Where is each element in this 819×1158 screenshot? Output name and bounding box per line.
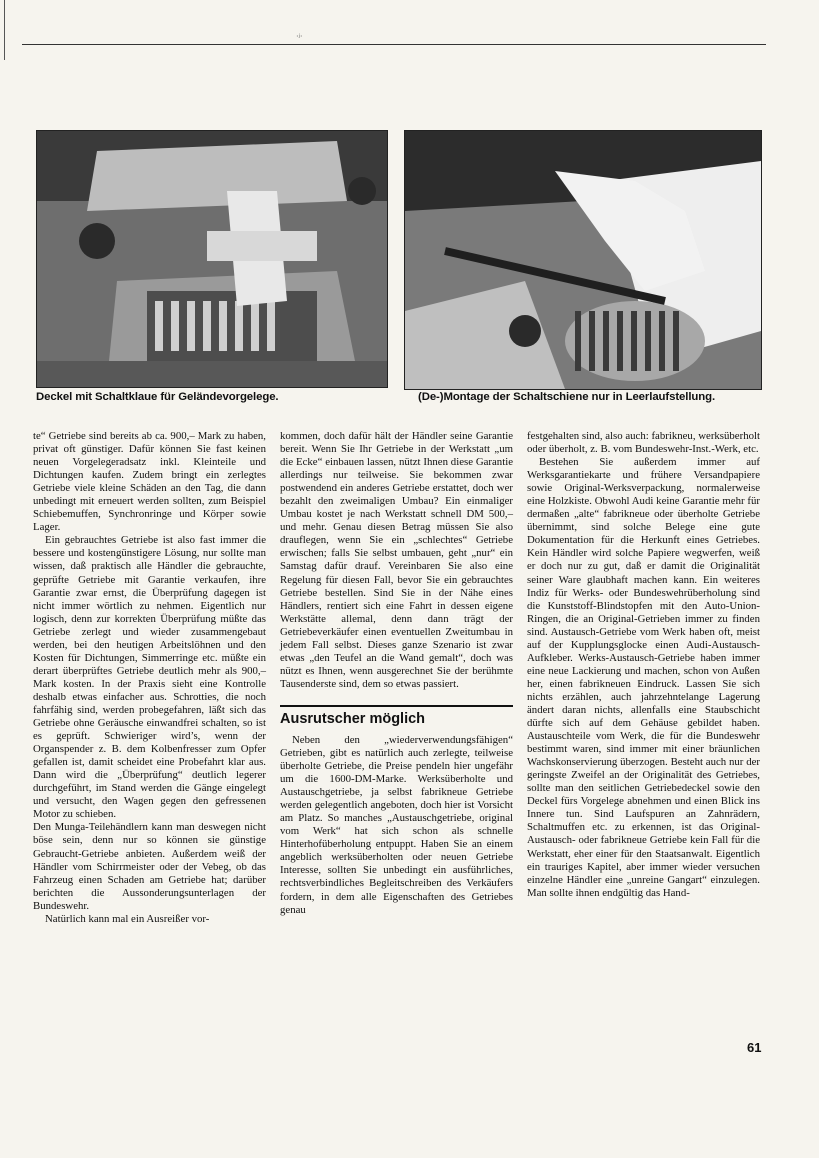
- paragraph: te“ Getriebe sind bereits ab ca. 900,– Mark zu haben, privat oft günstiger. Dafür können Sie fast keinen neuen Vorgelegeradsatz inkl. Kleinteile und Dichtungen kaufen. Zudem bringt ein zerlegtes Getriebe viele kleine Schäden an den Tag, die dann unbedingt mit erneuert werden sollten, zum Beispiel Schiebemuffen, Synchronringe und Körper sowie Lager.: [33, 430, 266, 534]
- paragraph: festgehalten sind, also auch: fabrikneu, werksüberholt oder überholt, z. B. vom Bundeswehr-Inst.-Werk, etc.: [527, 430, 760, 456]
- paragraph: Ein gebrauchtes Getriebe ist also fast immer die bessere und kostengünstigere Lösung, nur sollte man wissen, daß praktisch alle Händler die gebrauchte, geprüfte Getriebe mit Garantie verkaufen, ihre Garantie zwar ernst, die Überprüfung dagegen ist nicht immer wörtlich zu nehmen. Eigentlich nur logisch, denn zur korrekten Überprüfung müßte das Getriebe zerlegt und wieder zusammengebaut werden, bei den heutigen Arbeitslöhnen und den Kosten für Dichtungen, Simmerringe etc. müßte ein derart überprüftes Getriebe deutlich mehr als 900,– Mark kosten. In der Praxis sieht eine Kontrolle deshalb etwas einfacher aus. Schrotties, die noch fahrfähig sind, werden probegefahren, läßt sich das Getriebe ohne Geräusche einwandfrei schalten, so ist es geprüft. Schwieriger wird’s, wenn der Organspender z. B. dem Kolbenfresser zum Opfer gefallen ist, damit scheidet eine Probefahrt klar aus. Dann wird die „Überprüfung“ deutlich legerer durchgeführt, im Stand werden die Gänge eingelegt und versucht, den Wagen gegen den gefressenen Motor zu schieben.: [33, 534, 266, 821]
- text-column-2: [280, 430, 513, 917]
- header-mark: ·ʲ·: [296, 32, 303, 41]
- text-column-3: [527, 430, 760, 900]
- top-rule: [22, 44, 766, 45]
- photo-caption-1: Deckel mit Schaltklaue für Geländevorgelege.: [36, 391, 279, 403]
- paragraph: kommen, doch dafür hält der Händler seine Garantie bereit. Wenn Sie Ihr Getriebe in der Werkstatt „um die Ecke“ einbauen lassen, nützt Ihnen diese Garantie allerdings nur teilweise. Sie bekommen zwar postwendend ein anderes Getriebe erstattet, doch wer bezahlt den zweimaligen Umbau? Ein einmaliger Umbau kostet je nach Werkstatt schnell DM 500,– und mehr. Genau diesen Betrag müssen Sie also drauflegen, wenn Sie ein „schlechtes“ Getriebe erwischen; falls Sie selbst umbauen, geht „nur“ ein Samstag dafür drauf. Vereinbaren Sie also eine Regelung für diesen Fall, bevor Sie ein gebrauchtes Getriebe bestellen. Sind Sie in der Nähe eines Händlers, rentiert sich eine Fahrt in dessen eigene Werkstätte allemal, denn dann trägt der Getriebeverkäufer einen eventuellen Zweitumbau in jedem Fall selbst. Dieses ganze Szenario ist zwar etwas „den Teufel an die Wand gemalt“, doch was nützt es Ihnen, wenn ausgerechnet Sie der berühmte Tausenderste sind, dem so etwas passiert.: [280, 430, 513, 690]
- paragraph: Neben den „wiederverwendungsfähigen“ Getrieben, gibt es natürlich auch zerlegte, teilweise überholte Getriebe, die Preise pendeln hier ungefähr um die 1600-DM-Marke. Werksüberholte und Austauschgetriebe, ja selbst fabrikneue Getriebe werden gelegentlich angeboten, doch hier ist Vorsicht am Platz. So manches „Austauschgetriebe, original vom Werk“ hat sich schon als schnelle Hinterhofüberholung entpuppt. Haben Sie an einem angeblich werksüberholten oder neuen Getriebe Interesse, sollten Sie unbedingt ein ausführliches, rechtsverbindliches Begleitschreiben des Verkäufers fordern, in dem alle Eigenschaften des Getriebes genau: [280, 733, 513, 916]
- photo-shift-rail-assembly: [404, 130, 762, 390]
- page-number: 61: [747, 1040, 762, 1055]
- section-heading: Ausrutscher möglich: [280, 705, 513, 728]
- photo-gearbox-cover: [36, 130, 388, 388]
- photo-caption-2: (De-)Montage der Schaltschiene nur in Leerlaufstellung.: [418, 391, 716, 403]
- left-edge-rule: [4, 0, 5, 60]
- paragraph: Bestehen Sie außerdem immer auf Werksgarantiekarte und frühere Versandpapiere sowie Original-Werksverpackung, normalerweise eine Holzkiste. Obwohl Audi keine Garantie mehr für dermaßen „alte“ fabrikneue oder überholte Getriebe übernimmt, sind solche Belege eine gute Dokumentation für die Herkunft eines Getriebes. Kein Händler wird solche Papiere wegwerfen, weiß er doch nur zu gut, daß er damit die Originalität seiner Ware glaubhaft machen kann. Ein weiteres Indiz für Werks- oder Bundeswehrüberholung sind die Kunststoff-Blindstopfen mit den Auto-Union-Ringen, die an Original-Getrieben immer zu finden sind. Austausch-Getriebe vom Werk haben oft, meist auf der Kupplungsglocke einen Audi-Austausch-Aufkleber. Werks-Austausch-Getriebe haben immer eine neue Lackierung und machen, schon von Außen her, einen fabrikneuen Eindruck. Lassen Sie sich nichts erzählen, auch jahrzehntelange Lagerung ändert daran nichts, allenfalls eine Staubschicht dürfte sich auf dem Gehäuse gebildet haben. Austauschteile vom Werk, die für die Bundeswehr bestimmt waren, sind immer mit einer bräunlichen Wachskonservierung überzogen. Besteht auch nur der geringste Zweifel an der Originalität des Getriebes, sollte man den seitlichen Getriebedeckel sowie den Deckel fürs Vorgelege abnehmen und einen Blick ins Innere tun. Sind Laufspuren an Zahnrädern, Schaltmuffen etc. zu erkennen, ist das Original-Austausch- oder fabrikneue Getriebe kein Fall für die Werkstatt, eher einer für den Staatsanwalt. Eigentlich ein trauriges Kapitel, aber immer wieder versuchen einzelne Händler eine „unreine Gangart“ einzulegen. Man sollte ihnen endgültig das Hand-: [527, 456, 760, 899]
- paragraph: Natürlich kann mal ein Ausreißer vor-: [45, 912, 210, 925]
- text-column-1: [33, 430, 266, 926]
- paragraph: Den Munga-Teilehändlern kann man deswegen nicht böse sein, denn nur so können sie günstige Gebraucht-Getriebe anbieten. Außerdem weiß der Händler vom Schirrmeister oder der Vebeg, ob das Fahrzeug einen Schaden am Getriebe hat; darüber berichten die Aussonderungsunterlagen der Bundeswehr.: [33, 821, 266, 912]
